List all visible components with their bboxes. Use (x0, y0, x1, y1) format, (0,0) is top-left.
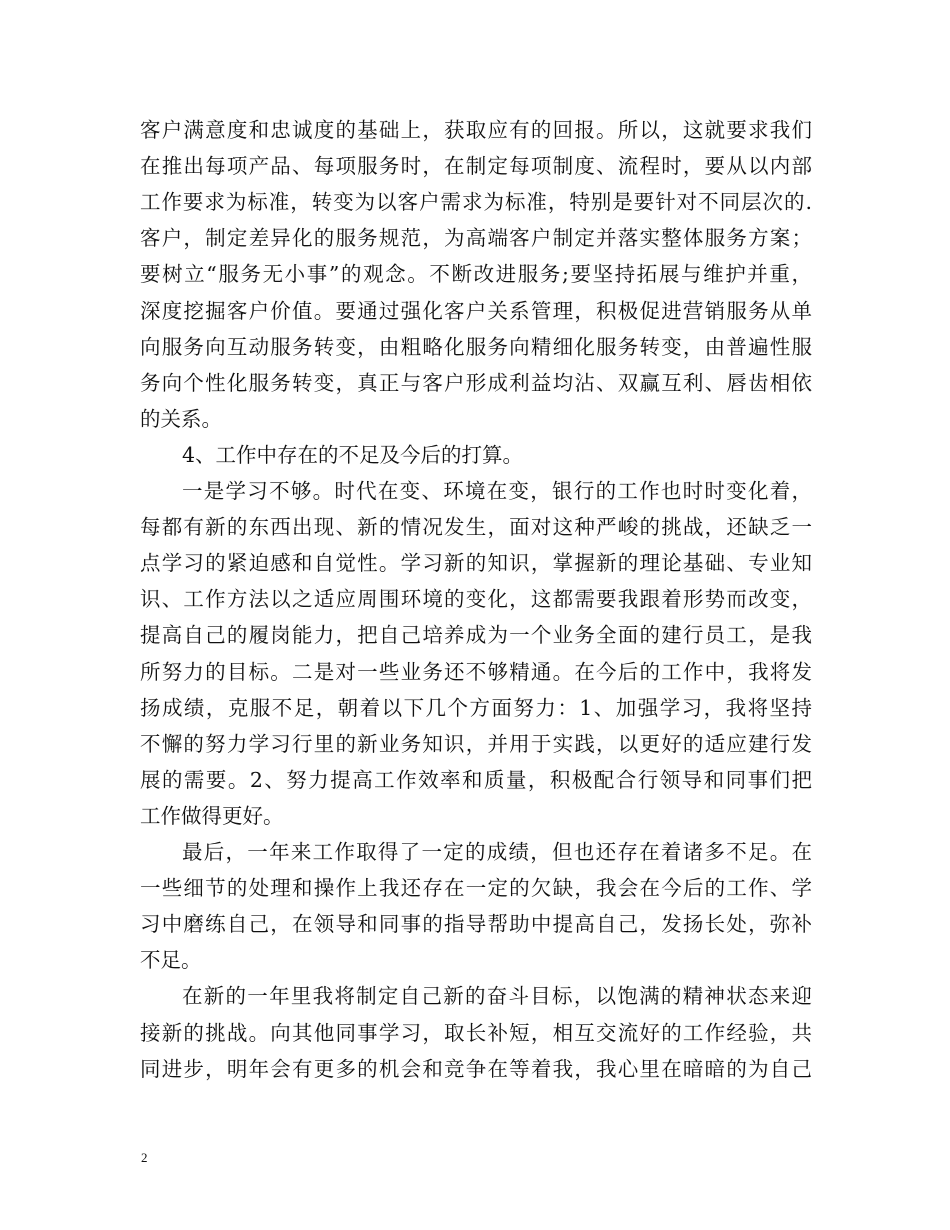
text-line: 接新的挑战。向其他同事学习，取长补短，相互交流好的工作经验，共 (140, 1021, 812, 1045)
text-line: 提高自己的履岗能力，把自己培养成为一个业务全面的建行员工，是我 (140, 623, 812, 647)
text-line: 要树立“服务无小事”的观念。不断改进服务;要坚持拓展与维护并重， (140, 262, 812, 286)
text-line: 一些细节的处理和操作上我还存在一定的欠缺，我会在今后的工作、学 (140, 876, 812, 900)
text-line: 扬成绩，克服不足，朝着以下几个方面努力：1、加强学习，我将坚持 (140, 696, 812, 720)
text-line: 识、工作方法以之适应周围环境的变化，这都需要我跟着形势而改变， (140, 587, 812, 611)
text-line: 习中磨练自己，在领导和同事的指导帮助中提高自己，发扬长处，弥补 (140, 912, 812, 936)
text-line: 每都有新的东西出现、新的情况发生，面对这种严峻的挑战，还缺乏一 (140, 515, 812, 539)
text-line: 的关系。 (140, 407, 222, 431)
text-line: 不足。 (140, 948, 202, 972)
text-line: 在推出每项产品、每项服务时，在制定每项制度、流程时，要从以内部 (140, 154, 812, 178)
section-heading: 4、工作中存在的不足及今后的打算。 (182, 443, 524, 467)
text-line: 最后，一年来工作取得了一定的成绩，但也还存在着诸多不足。在 (182, 840, 812, 864)
text-line: 一是学习不够。时代在变、环境在变，银行的工作也时时变化着， (182, 479, 812, 503)
text-line: 工作做得更好。 (140, 804, 284, 828)
text-line: 所努力的目标。二是对一些业务还不够精通。在今后的工作中，我将发 (140, 660, 812, 684)
text-line: 点学习的紧迫感和自觉性。学习新的知识，掌握新的理论基础、专业知 (140, 551, 812, 575)
text-line: 展的需要。2、努力提高工作效率和质量，积极配合行领导和同事们把 (140, 768, 812, 792)
page-number: 2 (141, 1150, 148, 1165)
text-line: 深度挖掘客户价值。要通过强化客户关系管理，积极促进营销服务从单 (140, 299, 812, 323)
text-line: 向服务向互动服务转变，由粗略化服务向精细化服务转变，由普遍性服 (140, 335, 812, 359)
text-line: 在新的一年里我将制定自己新的奋斗目标，以饱满的精神状态来迎 (182, 984, 812, 1008)
text-line: 同进步，明年会有更多的机会和竞争在等着我，我心里在暗暗的为自己 (140, 1057, 812, 1081)
text-line: 务向个性化服务转变，真正与客户形成利益均沾、双赢互利、唇齿相依 (140, 371, 812, 395)
text-line: 客户满意度和忠诚度的基础上，获取应有的回报。所以，这就要求我们 (140, 118, 812, 142)
text-line: 不懈的努力学习行里的新业务知识，并用于实践，以更好的适应建行发 (140, 732, 812, 756)
text-line: 工作要求为标准，转变为以客户需求为标准，特别是要针对不同层次的. (140, 190, 812, 214)
text-line: 客户，制定差异化的服务规范，为高端客户制定并落实整体服务方案； (140, 226, 812, 250)
